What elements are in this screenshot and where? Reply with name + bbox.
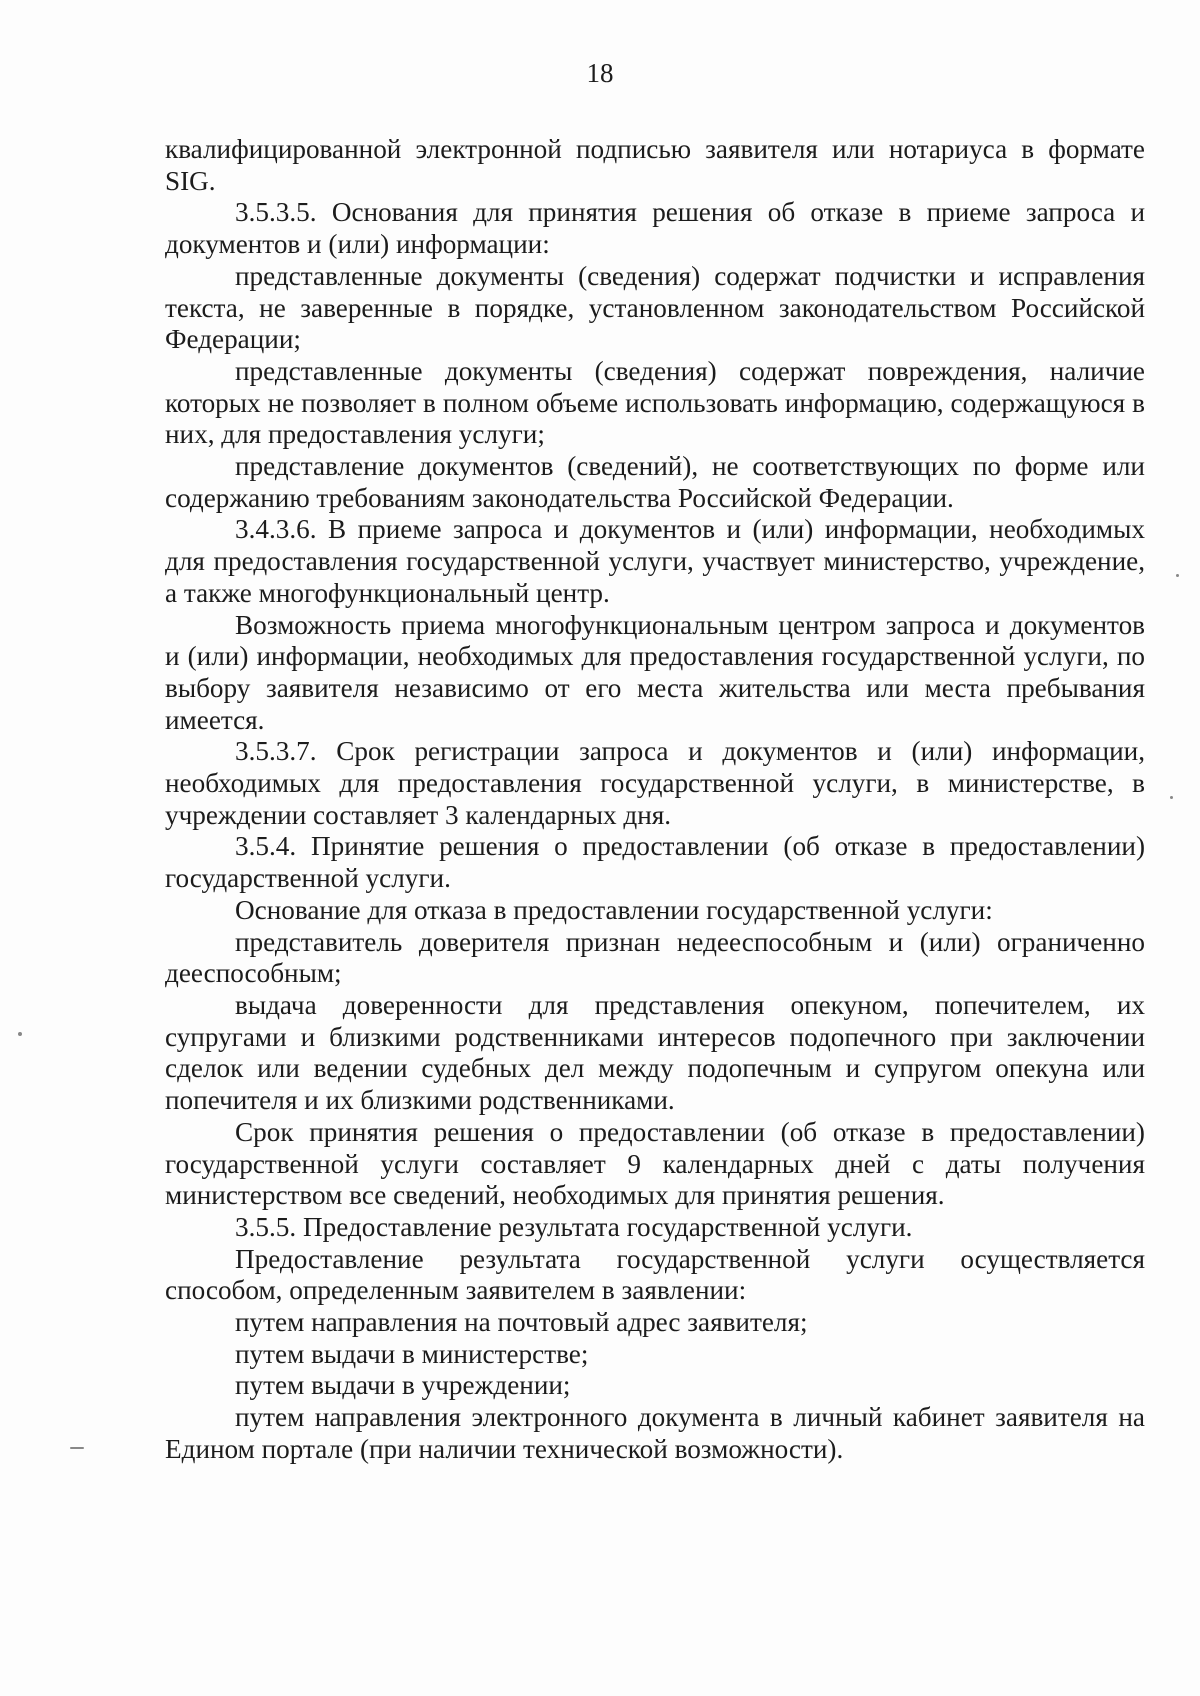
paragraph: представленные документы (сведения) содержат повреждения, наличие которых не позволяет в полном объеме использовать информацию, содержащуюся в них, для предоставления услуги; — [165, 355, 1145, 450]
paragraph: представление документов (сведений), не соответствующих по форме или содержанию требованиям законодательства Российской Федерации. — [165, 451, 1145, 513]
page-number: 18 — [586, 58, 614, 88]
paragraph: 3.4.3.6. В приеме запроса и документов и (или) информации, необходимых для предоставления государственной услуги, участвует министерство, учреждение, а также многофункциональный центр. — [165, 514, 1145, 608]
document-body — [165, 134, 1145, 1466]
paragraph: 3.5.3.7. Срок регистрации запроса и документов и (или) информации, необходимых для предоставления государственной услуги, в министерстве, в учреждении составляет 3 календарных дня. — [165, 736, 1145, 830]
paragraph: представленные документы (сведения) содержат подчистки и исправления текста, не заверенные в порядке, установленном законодательством Российской Федерации; — [165, 260, 1145, 355]
paragraph: представитель доверителя признан недееспособным и (или) ограниченно дееспособным; — [165, 926, 1145, 989]
paragraph: выдача доверенности для представления опекуном, попечителем, их супругами и близкими родственниками интересов подопечного при заключении сделок или ведении судебных дел между подопечным и супругом опекуна или попечителя и их близкими родственниками. — [165, 989, 1145, 1116]
paragraph: Предоставление результата государственной услуги осуществляется способом, определенным заявителем в заявлении: — [165, 1243, 1145, 1306]
paragraph: путем направления электронного документа в личный кабинет заявителя на Едином портале (при наличии технической возможности). — [165, 1402, 1145, 1464]
paragraph: Срок принятия решения о предоставлении (об отказе в предоставлении) государственной услуги составляет 9 календарных дней с даты получения министерством все сведений, необходимых для принятия решения. — [165, 1116, 1145, 1211]
paragraph: Основание для отказа в предоставлении государственной услуги: — [235, 894, 993, 925]
paragraph: путем выдачи в министерстве; — [235, 1338, 589, 1369]
paragraph: Возможность приема многофункциональным центром запроса и документов и (или) информации, необходимых для предоставления государственной услуги, по выбору заявителя независимо от его места жительства или места пребывания имеется. — [165, 609, 1145, 735]
paragraph: 3.5.4. Принятие решения о предоставлении (об отказе в предоставлении) государственной услуги. — [165, 831, 1145, 894]
paragraph: путем выдачи в учреждении; — [235, 1370, 571, 1401]
scan-speck — [18, 1032, 22, 1036]
scan-speck — [1170, 796, 1173, 799]
paragraph: 3.5.5. Предоставление результата государственной услуги. — [235, 1211, 913, 1242]
scan-speck — [70, 1447, 84, 1449]
paragraph: путем направления на почтовый адрес заявителя; — [235, 1307, 808, 1338]
paragraph: квалифицированной электронной подписью заявителя или нотариуса в формате SIG. — [165, 134, 1145, 196]
scan-speck — [1176, 574, 1179, 577]
paragraph: 3.5.3.5. Основания для принятия решения об отказе в приеме запроса и документов и (или) информации: — [165, 197, 1145, 260]
